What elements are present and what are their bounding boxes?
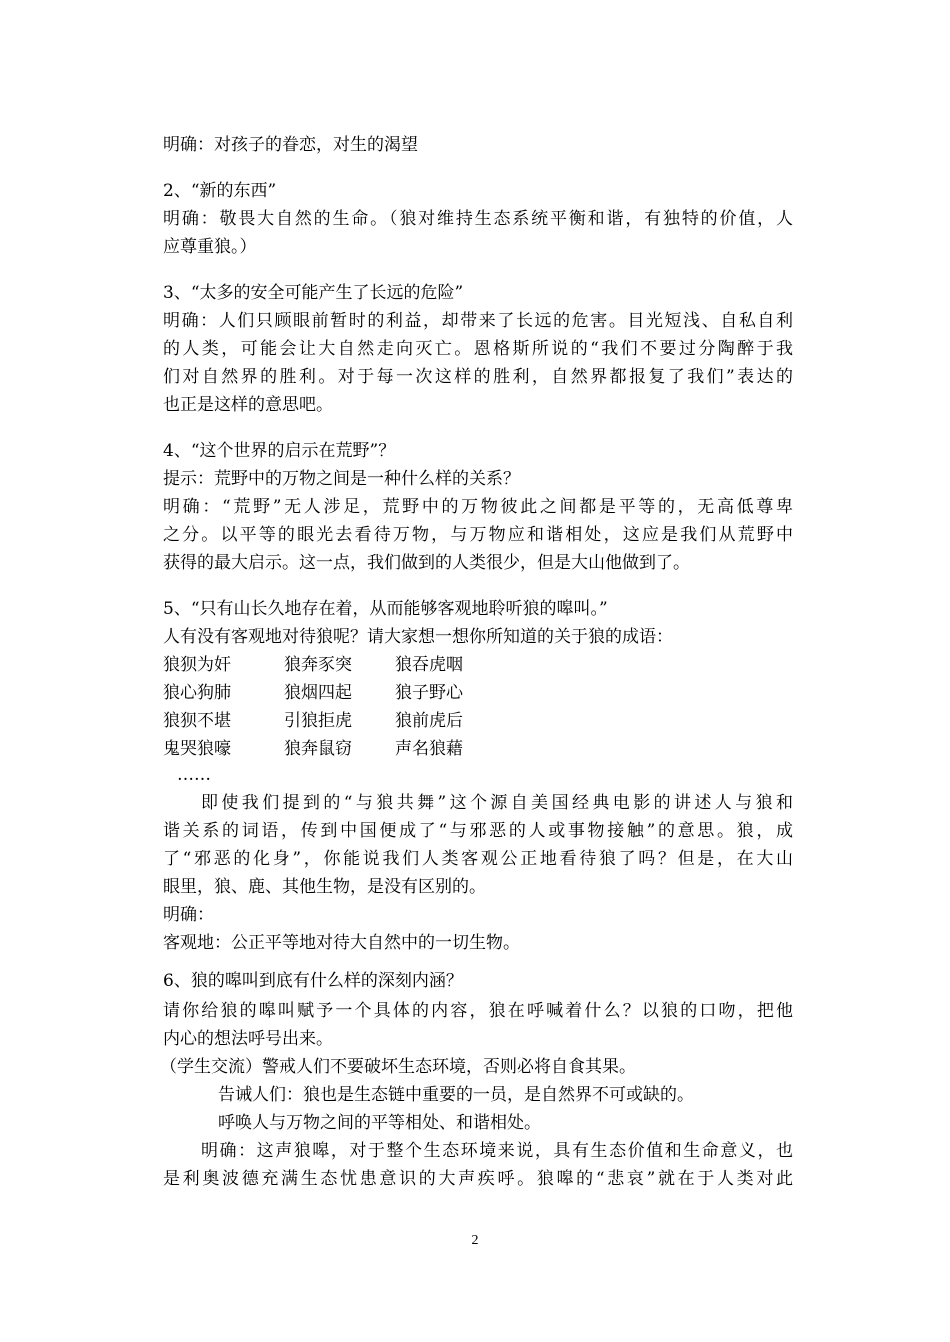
text-line: 告诫人们：狼也是生态链中重要的一员，是自然界不可或缺的。	[218, 1085, 694, 1105]
text-line: 明确：“荒野”无人涉足，荒野中的万物彼此之间都是平等的，无高低尊卑	[163, 497, 793, 517]
idiom: 狼狈不堪	[163, 711, 231, 731]
text-line: 们对自然界的胜利。对于每一次这样的胜利，自然界都报复了我们”表达的	[163, 367, 793, 387]
idiom: 狼奔豕突	[284, 655, 352, 675]
text-line: 明确：对孩子的眷恋，对生的渴望	[163, 135, 418, 155]
idiom: 狼吞虎咽	[395, 655, 463, 675]
idiom: 声名狼藉	[395, 739, 463, 759]
idiom: 引狼拒虎	[284, 711, 352, 731]
text-line: 明确：人们只顾眼前暂时的利益，却带来了长远的危害。目光短浅、自私自利	[163, 311, 793, 331]
text-line: 内心的想法呼号出来。	[163, 1029, 333, 1049]
idiom: 狼心狗肺	[163, 683, 231, 703]
section-heading: 2、“新的东西”	[163, 181, 277, 201]
text-line: 呼唤人与万物之间的平等相处、和谐相处。	[218, 1113, 541, 1133]
text-line: 应尊重狼。）	[163, 237, 257, 257]
idiom: 狼奔鼠窃	[284, 739, 352, 759]
text-line: 客观地：公正平等地对待大自然中的一切生物。	[163, 933, 520, 953]
text-line: 明确：这声狼嗥，对于整个生态环境来说，具有生态价值和生命意义，也	[201, 1141, 793, 1161]
text-line: 的人类，可能会让大自然走向灭亡。恩格斯所说的“我们不要过分陶醉于我	[163, 339, 793, 359]
text-line: 明确：	[163, 905, 214, 925]
text-line: 明确：敬畏大自然的生命。（狼对维持生态系统平衡和谐，有独特的价值，人	[163, 209, 793, 229]
text-line: 提示：荒野中的万物之间是一种什么样的关系？	[163, 469, 520, 489]
section-heading: 4、“这个世界的启示在荒野”？	[163, 441, 396, 461]
idiom: 鬼哭狼嚎	[163, 739, 231, 759]
idiom: 狼狈为奸	[163, 655, 231, 675]
text-line: 了“邪恶的化身”，你能说我们人类客观公正地看待狼了吗？但是，在大山	[163, 849, 793, 869]
page-number: 2	[471, 1233, 479, 1248]
text-line: 谐关系的词语，传到中国便成了“与邪恶的人或事物接触”的意思。狼，成	[163, 821, 793, 841]
text-line: 获得的最大启示。这一点，我们做到的人类很少，但是大山他做到了。	[163, 553, 690, 573]
section-heading: 6、狼的嗥叫到底有什么样的深刻内涵？	[163, 971, 463, 991]
section-heading: 3、“太多的安全可能产生了长远的危险”	[163, 283, 464, 303]
text-line: 人有没有客观地对待狼呢？请大家想一想你所知道的关于狼的成语：	[163, 627, 673, 647]
text-line: 是利奥波德充满生态忧患意识的大声疾呼。狼嗥的“悲哀”就在于人类对此	[163, 1169, 793, 1189]
text-line: 之分。以平等的眼光去看待万物，与万物应和谐相处，这应是我们从荒野中	[163, 525, 793, 545]
text-line: 请你给狼的嗥叫赋予一个具体的内容，狼在呼喊着什么？以狼的口吻，把他	[163, 1001, 793, 1021]
idiom: 狼子野心	[395, 683, 463, 703]
idiom: 狼烟四起	[284, 683, 352, 703]
text-line: 眼里，狼、鹿、其他生物，是没有区别的。	[163, 877, 486, 897]
text-line: 也正是这样的意思吧。	[163, 395, 333, 415]
ellipsis: ……	[177, 765, 211, 785]
idiom: 狼前虎后	[395, 711, 463, 731]
section-heading: 5、“只有山长久地存在着，从而能够客观地聆听狼的嗥叫。”	[163, 599, 608, 619]
text-line: （学生交流）警戒人们不要破坏生态环境，否则必将自食其果。	[160, 1057, 636, 1077]
text-line: 即使我们提到的“与狼共舞”这个源自美国经典电影的讲述人与狼和	[201, 793, 793, 813]
